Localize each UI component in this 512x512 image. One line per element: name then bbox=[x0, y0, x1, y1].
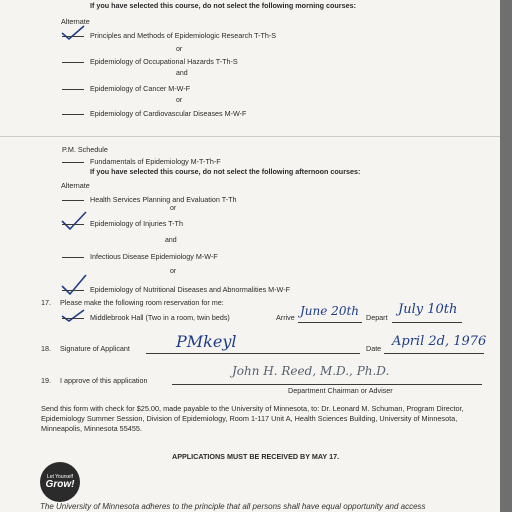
pm-course-1[interactable] bbox=[62, 195, 237, 204]
item-18-number: 18. bbox=[41, 344, 51, 353]
pm-course-4[interactable] bbox=[62, 285, 290, 294]
arrive-date-handwritten[interactable]: June 20th bbox=[300, 304, 360, 318]
arrive-line bbox=[298, 322, 362, 323]
approval-line bbox=[172, 384, 482, 385]
signature-label: Signature of Applicant bbox=[60, 344, 130, 353]
pm-alternate-label: Alternate bbox=[61, 181, 90, 190]
approval-label: I approve of this application bbox=[60, 376, 148, 385]
pm-course-2[interactable] bbox=[62, 219, 183, 228]
depart-line bbox=[392, 322, 462, 323]
logo-line-2: Grow! bbox=[45, 479, 75, 490]
item-17-text: Please make the following room reservation for me: bbox=[60, 298, 224, 307]
logo-line-1: Let Yourself bbox=[46, 474, 74, 480]
let-yourself-grow-logo bbox=[40, 462, 80, 502]
pm-course[interactable] bbox=[62, 157, 221, 166]
connector-and: and bbox=[165, 237, 177, 244]
connector-or: or bbox=[176, 46, 183, 53]
morning-course-3[interactable] bbox=[62, 84, 190, 93]
applicant-signature[interactable]: PMkeyl bbox=[176, 332, 237, 351]
connector-or: or bbox=[170, 205, 177, 212]
date-label: Date bbox=[366, 344, 382, 353]
morning-course-1[interactable] bbox=[62, 31, 276, 40]
course-label: Fundamentals of Epidemiology M-T-Th-F bbox=[90, 157, 221, 166]
item-17-number: 17. bbox=[41, 298, 51, 307]
course-label: Epidemiology of Cardiovascular Diseases M-W-F bbox=[90, 109, 247, 118]
pm-note: If you have selected this course, do not select the following afternoon courses: bbox=[90, 167, 361, 176]
mailing-instructions: Send this form with check for $25.00, made payable to the University of Minnesota, to: Dr. Leonard M. Schuman, Program Director, Epidemiology Summer Session, Division of Epidemiology, Room 1-117 Unit A, Health Sciences Building, University of Minnesota, Minneapolis, Minnesota 55455. bbox=[41, 404, 464, 433]
application-deadline: APPLICATIONS MUST BE RECEIVED BY MAY 17. bbox=[172, 452, 340, 461]
course-label: Infectious Disease Epidemiology M-W-F bbox=[90, 252, 218, 261]
connector-or: or bbox=[170, 268, 177, 275]
room-label: Middlebrook Hall (Two in a room, twin beds) bbox=[90, 313, 230, 322]
morning-course-2[interactable] bbox=[62, 57, 238, 66]
connector-or: or bbox=[176, 97, 183, 104]
course-label: Epidemiology of Nutritional Diseases and Abnormalities M-W-F bbox=[90, 285, 290, 294]
course-label: Epidemiology of Injuries T-Th bbox=[90, 219, 183, 228]
room-reservation-option[interactable] bbox=[62, 313, 230, 322]
course-label: Epidemiology of Cancer M-W-F bbox=[90, 84, 191, 93]
course-label: Principles and Methods of Epidemiologic Research T-Th-S bbox=[90, 31, 277, 40]
morning-course-4[interactable] bbox=[62, 109, 246, 118]
morning-alternate-label: Alternate bbox=[61, 17, 90, 26]
pm-course-3[interactable] bbox=[62, 252, 218, 261]
date-line bbox=[384, 353, 484, 354]
course-label: Epidemiology of Occupational Hazards T-Th-S bbox=[90, 57, 238, 66]
paper-fold bbox=[0, 136, 500, 137]
course-label: Health Services Planning and Evaluation T-Th bbox=[90, 195, 237, 204]
pm-heading: P.M. Schedule bbox=[62, 145, 108, 154]
depart-label: Depart bbox=[366, 313, 388, 322]
arrive-label: Arrive bbox=[276, 313, 295, 322]
signature-date-handwritten[interactable]: April 2d, 1976 bbox=[392, 334, 487, 349]
equal-opportunity-footer: The University of Minnesota adheres to the principle that all persons shall have equal opportunity and access bbox=[40, 502, 426, 511]
item-19-number: 19. bbox=[41, 376, 51, 385]
adviser-signature[interactable]: John H. Reed, M.D., Ph.D. bbox=[232, 364, 390, 378]
signature-line bbox=[146, 353, 360, 354]
depart-date-handwritten[interactable]: July 10th bbox=[398, 302, 458, 317]
connector-and: and bbox=[176, 70, 188, 77]
adviser-sublabel: Department Chairman or Adviser bbox=[288, 386, 393, 395]
morning-note: If you have selected this course, do not select the following morning courses: bbox=[90, 1, 356, 10]
